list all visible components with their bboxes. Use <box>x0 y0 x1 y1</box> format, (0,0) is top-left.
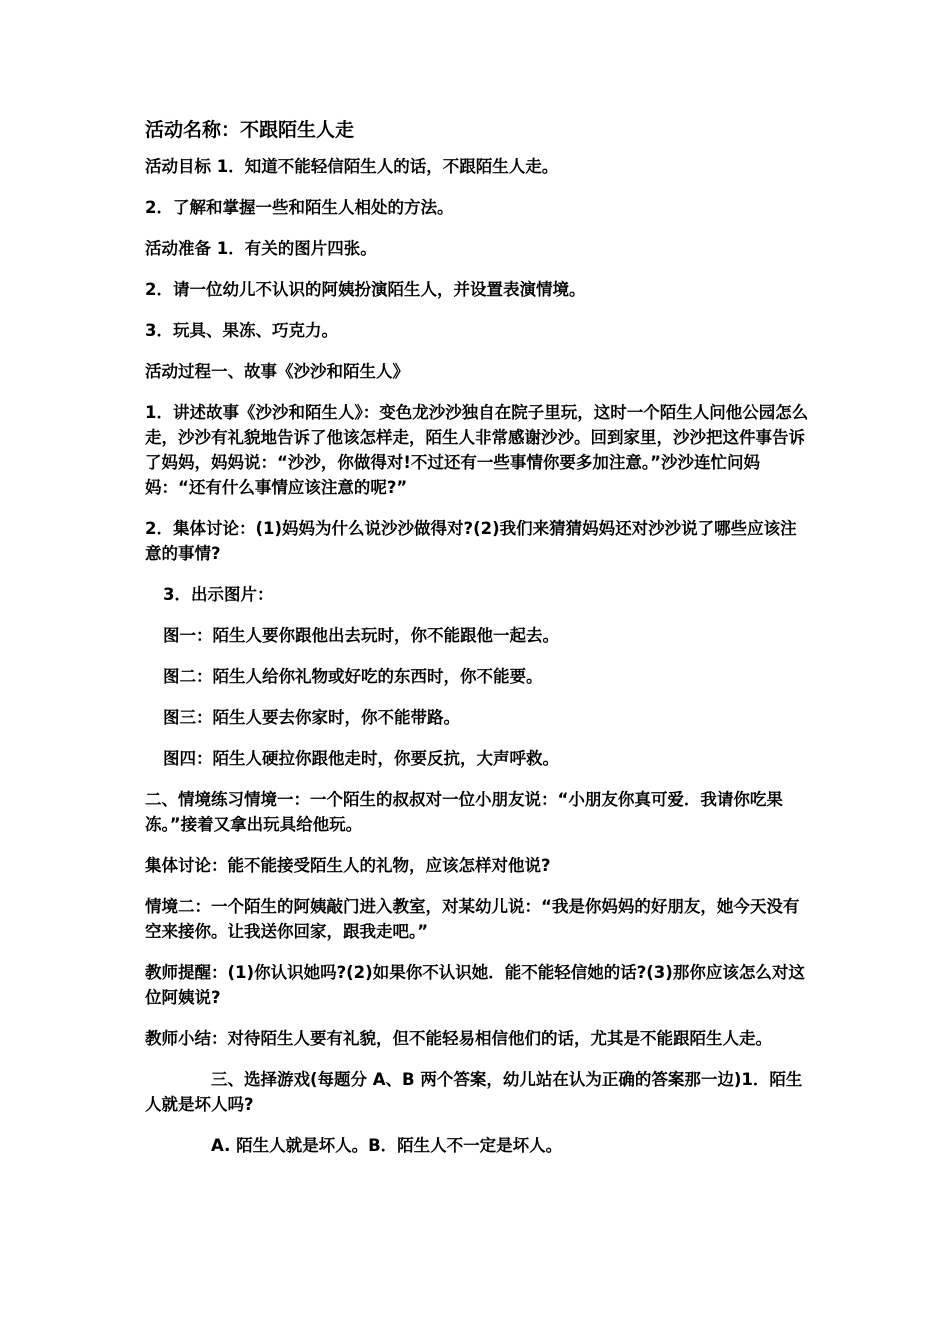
prep-1: 活动准备 1．有关的图片四张。 <box>145 239 377 258</box>
scenario-1: 二、情境练习情境一：一个陌生的叔叔对一位小朋友说：“小朋友你真可爱．我请你吃果冻。”接着又拿出玩具给他玩。 <box>145 790 783 834</box>
story-paragraph: 1．讲述故事《沙沙和陌生人》：变色龙沙沙独自在院子里玩，这时一个陌生人问他公园怎么走，沙沙有礼貌地告诉了他该怎样走，陌生人非常感谢沙沙。回到家里，沙沙把这件事告诉了妈妈，妈妈说：“沙沙，你做得对!不过还有一些事情你要多加注意。”沙沙连忙问妈妈：“还有什么事情应该注意的呢?” <box>145 403 809 497</box>
scenario-2: 情境二：一个陌生的阿姨敲门进入教室，对某幼儿说：“我是你妈妈的好朋友，她今天没有空来接你。让我送你回家，跟我走吧。” <box>145 897 800 941</box>
picture-1: 图一：陌生人要你跟他出去玩时，你不能跟他一起去。 <box>163 626 559 645</box>
goal-1: 活动目标 1．知道不能轻信陌生人的话，不跟陌生人走。 <box>145 157 559 176</box>
prep-2: 2．请一位幼儿不认识的阿姨扮演陌生人，并设置表演情境。 <box>145 280 586 299</box>
goal-2: 2．了解和掌握一些和陌生人相处的方法。 <box>145 198 454 217</box>
picture-2: 图二：陌生人给你礼物或好吃的东西时，你不能要。 <box>163 667 543 686</box>
prep-3: 3．玩具、果冻、巧克力。 <box>145 321 338 340</box>
group-discussion: 集体讨论：能不能接受陌生人的礼物，应该怎样对他说? <box>145 856 551 875</box>
document-body <box>145 116 810 1174</box>
process-heading: 活动过程一、故事《沙沙和陌生人》 <box>145 362 409 381</box>
choice-game: 三、选择游戏(每题分 A、B 两个答案，幼儿站在认为正确的答案那一边)1．陌生人就是坏人吗? <box>145 1070 803 1114</box>
show-pictures: 3．出示图片： <box>163 585 274 604</box>
picture-3: 图三：陌生人要去你家时，你不能带路。 <box>163 708 460 727</box>
discussion-paragraph: 2．集体讨论：(1)妈妈为什么说沙沙做得对?(2)我们来猜猜妈妈还对沙沙说了哪些应该注意的事情? <box>145 519 797 563</box>
picture-4: 图四：陌生人硬拉你跟他走时，你要反抗，大声呼救。 <box>163 749 559 768</box>
activity-title: 活动名称：不跟陌生人走 <box>145 119 355 141</box>
teacher-summary: 教师小结：对待陌生人要有礼貌，但不能轻易相信他们的话，尤其是不能跟陌生人走。 <box>145 1029 772 1048</box>
answer-options: A. 陌生人就是坏人。B．陌生人不一定是坏人。 <box>211 1136 563 1155</box>
teacher-reminder: 教师提醒：(1)你认识她吗?(2)如果你不认识她．能不能轻信她的话?(3)那你应该怎么对这位阿姨说? <box>145 963 805 1007</box>
